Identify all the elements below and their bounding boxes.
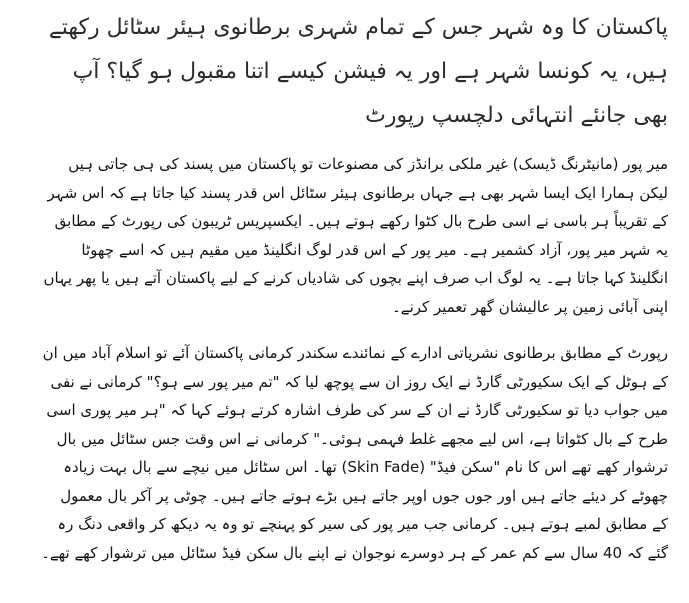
article-paragraph: میر پور (مانیٹرنگ ڈیسک) غیر ملکی برانڈز کی مصنوعات تو پاکستان میں پسند کی ہی جاتی ہیں لیکن ہمارا ایک ایسا شہر بھی ہے جہاں برطانوی ہیئر سٹائل اس قدر پسند کیا جاتا ہے کہ اس شہر کے تقریباً ہر باسی نے اسی طرح بال کٹوا رکھے ہوتے ہیں۔ ایکسپریس ٹریبون کی رپورٹ کے مطابق یہ شہر میر پور، آزاد کشمیر ہے۔ میر پور کے اس قدر لوگ انگلینڈ میں مقیم ہیں کہ اسے چھوٹا انگلینڈ کہا جاتا ہے۔ یہ لوگ اب صرف اپنے بچوں کی شادیاں کرنے کے لیے پاکستان آتے ہیں یا پھر یہاں اپنی آبائی زمین پر عالیشان گھر تعمیر کرنے۔ xyxy=(43,155,668,316)
article-paragraph: رپورٹ کے مطابق برطانوی نشریاتی ادارے کے نمائندے سکندر کرمانی پاکستان آئے تو اسلام آباد میں ان کے ہوٹل کے ایک سکیورٹی گارڈ نے ایک روز ان سے پوچھ لیا کہ "تم میر پور سے ہو؟" کرمانی نے نفی میں جواب دیا تو سکیورٹی گارڈ نے ان کے سر کی طرف اشارہ کرتے ہوئے کہا کہ "ہر میر پوری اسی طرح کے بال کٹواتا ہے، اس لیے مجھے غلط فہمی ہوئی۔" کرمانی نے اس وقت جس سٹائل میں بال ترشوار کھے تھے اس کا نام "سکن فیڈ" (Skin Fade) تھا۔ اس سٹائل میں نیچے سے بال بہت زیادہ چھوٹے کر دیئے جاتے ہیں اور جوں جوں اوپر جاتے ہیں بڑے ہوتے جاتے ہیں۔ چوٹی پر آکر بال معمول کے مطابق لمبے ہوتے ہیں۔ کرمانی جب میر پور کی سیر کو پہنچے تو وہ یہ دیکھ کر واقعی دنگ رہ گئے کہ 40 سال سے کم عمر کے ہر دوسرے نوجوان نے اپنے بال سکن فیڈ سٹائل میں ترشوار کھے تھے۔ xyxy=(41,344,668,562)
article xyxy=(40,0,668,567)
article-headline: پاکستان کا وہ شہر جس کے تمام شہری برطانوی ہیئر سٹائل رکھتے ہیں، یہ کونسا شہر ہے اور یہ فیشن کیسے اتنا مقبول ہو گیا؟ آپ بھی جانئے انتہائی دلچسپ رپورٹ xyxy=(48,15,668,128)
